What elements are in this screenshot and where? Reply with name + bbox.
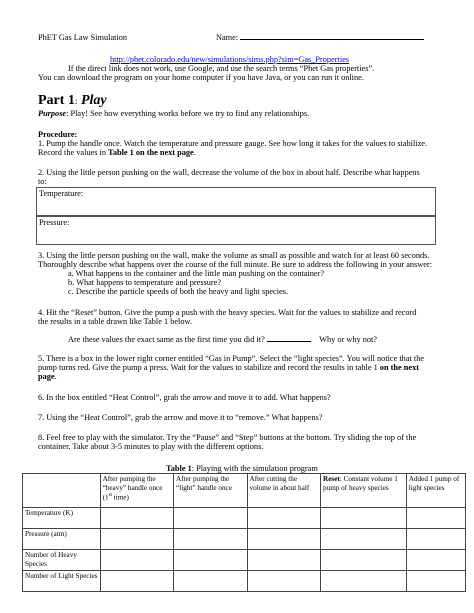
step-7-line: 7. Using the “Heat Control”, grab the arrow and move it to “remove.” What happens? <box>38 413 323 422</box>
step-5-line-1: 5. There is a box in the lower right corner entitled “Gas in Pump”. Select the “light species”. You will notice that the <box>38 354 425 363</box>
header-added-light: Added 1 pump of light species <box>406 474 465 508</box>
purpose-line: Purpose: Play! See how everything works before we try to find any relationships. <box>38 109 310 118</box>
table-cell[interactable] <box>100 529 173 550</box>
temperature-box-label: Temperature: <box>39 189 84 198</box>
part-1-heading: Part 1: Play <box>38 93 107 108</box>
step-3-item-b: b. What happens to temperature and pressure? <box>68 278 222 287</box>
header-half-volume: After cutting the volume in about half <box>247 474 320 508</box>
procedure-heading: Procedure: <box>38 130 78 139</box>
name-blank[interactable] <box>240 39 424 40</box>
step-3-line-1: 3. Using the little person pushing on the wall, make the volume as small as possible and watch for at least 60 seconds. <box>38 251 430 260</box>
pressure-box-label: Pressure: <box>39 218 70 227</box>
step-2-line-2: to: <box>38 177 47 186</box>
row-label-pressure: Pressure (atm) <box>23 529 101 550</box>
table-cell[interactable] <box>247 571 320 592</box>
name-label: Name: <box>216 33 424 43</box>
table-1 <box>22 473 466 592</box>
step-3-item-c: c. Describe the particle speeds of both the heavy and light species. <box>68 287 289 296</box>
table-cell[interactable] <box>247 508 320 529</box>
temperature-answer-box[interactable] <box>36 187 436 216</box>
step-4-line-2: the results in a table drawn like Table 1 below. <box>38 317 193 326</box>
step-4-line-1: 4. Hit the “Reset” button. Give the pump a push with the heavy species. Wait for the values to stabilize and record <box>38 308 417 317</box>
table-cell[interactable] <box>100 571 173 592</box>
step-4-answer-blank[interactable] <box>267 341 311 342</box>
table-cell[interactable] <box>100 550 173 571</box>
table-cell[interactable] <box>321 571 407 592</box>
step-5-line-3: page. <box>38 372 57 381</box>
table-row <box>23 508 466 529</box>
table-row <box>23 550 466 571</box>
table-cell[interactable] <box>100 508 173 529</box>
table-cell[interactable] <box>174 550 247 571</box>
table-cell[interactable] <box>406 550 465 571</box>
step-2-line-1: 2. Using the little person pushing on the wall, decrease the volume of the box in about half. Describe what happens <box>38 168 420 177</box>
table-cell[interactable] <box>174 571 247 592</box>
table-cell[interactable] <box>406 571 465 592</box>
step-5-line-2: pump turns red. Give the pump a press. Wait for the values to stabilize and record the results in table 1 on the next <box>38 363 419 372</box>
table-cell[interactable] <box>321 529 407 550</box>
header-light-once: After pumping the “light” handle once <box>174 474 247 508</box>
header-reset: Reset: Constant volume 1 pump of heavy species <box>321 474 407 508</box>
step-1-line-1: 1. Pump the handle once. Watch the temperature and pressure gauge. See how long it takes for the values to stabilize. <box>38 139 428 148</box>
row-label-light-species: Number of Light Species <box>23 571 101 592</box>
row-label-heavy-species: Number of Heavy Species <box>23 550 101 571</box>
table-cell[interactable] <box>321 508 407 529</box>
table-cell[interactable] <box>174 508 247 529</box>
header-heavy-once: After pumping the “heavy” handle once (1st time) <box>100 474 173 508</box>
step-3-line-2: Thoroughly describe what happens over the course of the full minute. Be sure to address the following in your answer: <box>38 260 433 269</box>
table-cell[interactable] <box>247 529 320 550</box>
step-3-item-a: a. What happens to the container and the little man pushing on the container? <box>68 269 325 278</box>
simulation-link[interactable]: http://phet.colorado.edu/new/simulations/sims.php?sim=Gas_Properties <box>110 55 350 64</box>
table-cell[interactable] <box>247 550 320 571</box>
pressure-answer-box[interactable] <box>36 216 436 245</box>
table-row <box>23 571 466 592</box>
table-corner-cell <box>23 474 101 508</box>
table-cell[interactable] <box>406 508 465 529</box>
step-4-question: Are these values the exact same as the first time you did it? Why or why not? <box>68 335 377 344</box>
worksheet-title: PhET Gas Law Simulation <box>38 33 128 42</box>
table-cell[interactable] <box>406 529 465 550</box>
step-8-line-1: 8. Feel free to play with the simulator. Try the “Pause” and “Step” buttons at the bottom. Try sliding the top of the <box>38 433 417 442</box>
step-8-line-2: container. Take about 3-5 minutes to play with the different options. <box>38 442 264 451</box>
step-1-line-2: Record the values in Table 1 on the next page. <box>38 148 196 157</box>
intro-line-2: You can download the program on your home computer if you have Java, or you can run it online. <box>38 73 364 82</box>
row-label-temperature: Temperature (K) <box>23 508 101 529</box>
table-cell[interactable] <box>174 529 247 550</box>
table-header-row <box>23 474 466 508</box>
table-cell[interactable] <box>321 550 407 571</box>
table-row <box>23 529 466 550</box>
table-1-caption: Table 1: Playing with the simulation program <box>166 464 318 473</box>
step-6-line: 6. In the box entitled “Heat Control”, grab the arrow and move it to add. What happens? <box>38 393 331 402</box>
intro-line-1: If the direct link does not work, use Google, and use the search terms “Phet Gas properties”. <box>68 64 375 73</box>
